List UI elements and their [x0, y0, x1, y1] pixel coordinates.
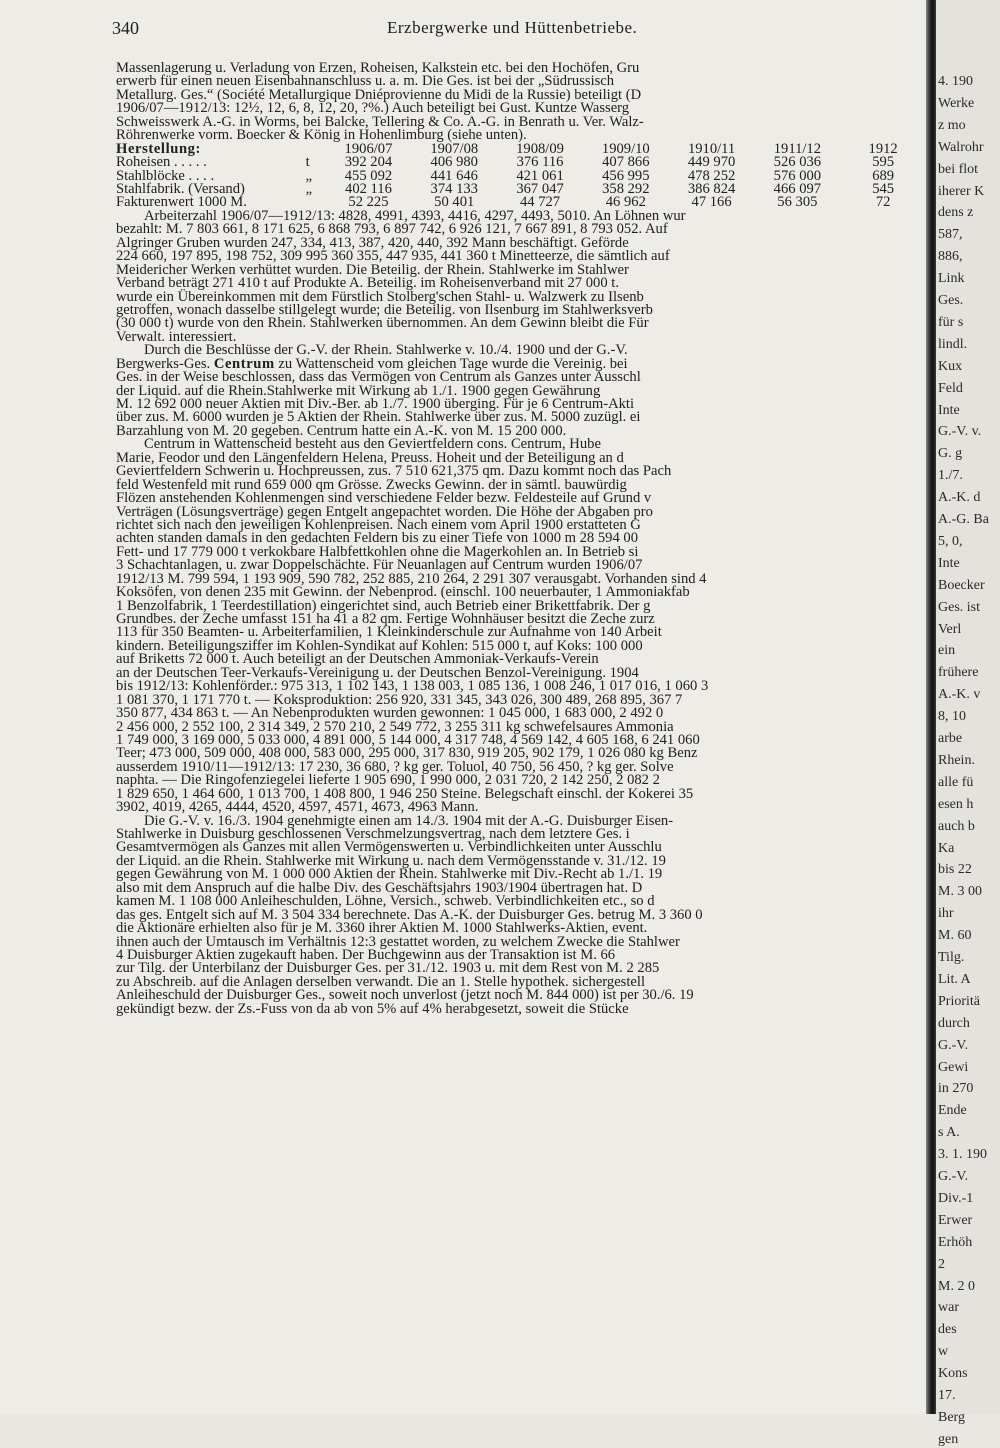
year-header: 1912 [868, 140, 898, 157]
adjacent-text-fragment: frühere [938, 665, 979, 681]
text-line: (30 000 t) wurde von den Rhein. Stahlwerken übernommen. An dem Gewinn bleibt die Für [116, 315, 649, 332]
text-line: Röhrenwerke vorm. Boecker & König in Hohenlimburg (siehe unten). [116, 127, 527, 144]
row-label: Roheisen . . . . . [116, 154, 207, 171]
adjacent-text-fragment: Inte [938, 555, 960, 571]
adjacent-text-fragment: A.-K. d [938, 490, 981, 506]
table-cell: 466 097 [773, 180, 822, 197]
text-line: Bergwerks-Ges. Centrum zu Wattenscheid vom gleichen Tage wurde die Vereinig. bei [116, 355, 628, 372]
adjacent-text-fragment: dens z [938, 205, 974, 221]
adjacent-text-fragment: Ges. ist [938, 599, 980, 615]
adjacent-text-fragment: s A. [938, 1125, 960, 1141]
adjacent-text-fragment: Walrohr [938, 139, 984, 155]
text-line: Ges. in der Weise beschlossen, dass das Vermögen von Centrum als Ganzes unter Ausschl [116, 369, 641, 386]
text-line: 1 081 370, 1 171 770 t. — Koksproduktion: 256 920, 331 345, 343 026, 300 489, 268 895, 367 7 [116, 691, 683, 708]
table-cell: 526 036 [773, 154, 822, 171]
text-line: ihnen auch der Umtausch im Verhältnis 12:3 gestattet worden, zu welchem Zwecke die Stahlwer [116, 933, 680, 950]
adjacent-text-fragment: Lit. A [938, 971, 971, 987]
row-unit: „ [305, 180, 313, 197]
text-line: an der Deutschen Teer-Verkaufs-Vereinigung u. der Deutschen Benzol-Vereinigung. 1904 [116, 664, 639, 681]
adjacent-text-fragment: M. 3 00 [938, 884, 982, 900]
table-cell: 44 727 [519, 194, 561, 211]
table-cell: 56 305 [777, 194, 818, 211]
body-paragraphs [116, 207, 926, 1017]
adjacent-text-fragment: G.-V. [938, 1037, 969, 1053]
adjacent-text-fragment: Kux [938, 358, 963, 374]
text-line: Grundbes. der Zeche umfasst 151 ha 41 a 82 qm. Fertige Wohnhäuser besitzt die Zeche zurz [116, 611, 655, 628]
row-label: Fakturenwert 1000 M. [116, 194, 247, 211]
adjacent-text-fragment: Gewi [938, 1059, 969, 1075]
adjacent-page-edge [936, 0, 1000, 1447]
adjacent-text-fragment: 587, [938, 227, 963, 243]
table-cell: 358 292 [602, 180, 650, 197]
year-header: 1910/11 [687, 140, 736, 157]
text-line: Centrum in Wattenscheid besteht aus den Geviertfeldern cons. Centrum, Hube [144, 436, 601, 453]
adjacent-text-fragment: A.-K. v [938, 687, 981, 703]
text-line: wurde ein Übereinkommen mit dem Fürstlich Stolberg'schen Stahl- u. Walzwerk zu Ilsenb [116, 288, 644, 305]
table-cell: 386 824 [687, 180, 736, 197]
text-line: über zus. M. 6000 wurden je 5 Aktien der Rhein. Stahlwerke über zus. M. 5000 zuzügl. ei [116, 409, 641, 426]
text-line: die Aktionäre erhielten also für je M. 3360 ihrer Aktien M. 1000 Stahlwerks-Aktien, event. [116, 920, 648, 937]
adjacent-text-fragment: 2 [938, 1256, 945, 1272]
table-heading: Herstellung: [116, 140, 202, 157]
adjacent-text-fragment: ein [938, 643, 956, 659]
text-line: Barzahlung von M. 20 gegeben. Centrum hatte ein A.-K. von M. 15 200 000. [116, 422, 567, 439]
text-line: naphta. — Die Ringofenziegelei lieferte 1 905 690, 1 990 000, 2 031 720, 2 142 250, 2 082 2 [116, 772, 660, 789]
running-title: Erzbergwerke und Hüttenbetriebe. [387, 18, 638, 37]
adjacent-text-fragment: durch [938, 1015, 970, 1031]
adjacent-text-fragment: bis 22 [938, 862, 972, 878]
adjacent-text-fragment: 17. [938, 1388, 956, 1403]
adjacent-text-fragment: 3. 1. 190 [938, 1147, 987, 1163]
adjacent-text-fragment: Link [938, 271, 965, 287]
table-cell: 376 116 [516, 154, 564, 171]
adjacent-text-fragment: Ende [938, 1103, 967, 1119]
adjacent-text-fragment: 886, [938, 249, 963, 265]
table-cell: 47 166 [691, 194, 732, 211]
text-line: Flözen anstehenden Kohlenmengen sind verschiedene Felder bezw. Feldesteile auf Grund v [116, 490, 652, 507]
text-line: Arbeiterzahl 1906/07—1912/13: 4828, 4991, 4393, 4416, 4297, 4493, 5010. An Löhnen wur [144, 207, 686, 224]
text-line: Fett- und 17 779 000 t verkokbare Halbfettkohlen ohne die Magerkohlen an. In Betrieb si [116, 543, 639, 560]
text-line: 1906/07—1912/13: 12½, 12, 6, 8, 12, 20, ?%.) Auch beteiligt bei Gust. Kuntze Wasserg [116, 100, 630, 117]
text-line: Anleiheschuld der Duisburger Ges., soweit noch unverlost (jetzt noch M. 844 000) ist per 30./6. 19 [116, 987, 694, 1004]
year-header: 1907/08 [430, 140, 479, 157]
text-line: zu Abschreib. auf die Anlagen derselben verwandt. Die an 1. Stelle hypothek. sichergestell [116, 973, 646, 990]
text-line: 224 660, 197 895, 198 752, 309 995 360 355, 447 935, 441 360 t Minetteerze, die sämtlich auf [116, 248, 670, 265]
adjacent-text-fragment: auch b [938, 818, 975, 834]
table-cell: 576 000 [773, 167, 822, 184]
table-cell: 374 133 [430, 180, 478, 197]
text-line: zur Tilg. der Unterbilanz der Duisburger Ges. per 31./12. 1903 u. mit dem Rest von M. 2 285 [116, 960, 660, 977]
text-line: also mit dem Anspruch auf die halbe Div. des Geschäftsjahrs 1903/1904 übertragen hat. D [116, 879, 643, 896]
table-cell: 402 116 [345, 180, 392, 197]
table-cell: 456 995 [602, 167, 650, 184]
text-line: 1 749 000, 3 169 000, 5 033 000, 4 891 000, 5 144 000, 4 317 748, 4 569 142, 4 605 168, 6 241 060 [116, 731, 700, 748]
table-cell: 421 061 [516, 167, 564, 184]
text-line: Verband beträgt 271 410 t auf Produkte A. Beteilig. im Roheisenverband mit 27 000 t. [116, 275, 619, 292]
adjacent-text-fragment: alle fü [938, 774, 974, 790]
table-cell: 46 962 [605, 194, 646, 211]
adjacent-text-fragment: bei flot [938, 161, 979, 177]
text-line: 3902, 4019, 4265, 4444, 4520, 4597, 4571, 4673, 4963 Mann. [116, 799, 479, 816]
table-cell: 392 204 [344, 154, 393, 171]
adjacent-text-fragment: Kons [938, 1366, 968, 1382]
adjacent-text-fragment: G.-V. [938, 1169, 969, 1184]
row-unit: „ [305, 167, 313, 184]
text-line: der Liquid. auf die Rhein.Stahlwerke mit Wirkung ab 1./1. 1900 gegen Gewährung [116, 382, 601, 399]
text-line: 1912/13 M. 799 594, 1 193 909, 590 782, 252 885, 210 264, 2 291 307 verausgabt. Vorhanden sind 4 [116, 570, 707, 587]
table-cell: 545 [872, 180, 895, 197]
adjacent-text-fragment: Ka [938, 840, 955, 856]
adjacent-text-fragment: Berg [938, 1409, 965, 1425]
adjacent-text-fragment: ihr [938, 906, 954, 922]
adjacent-text-fragment: M. 60 [938, 928, 972, 944]
text-line: kamen M. 1 108 000 Anleiheschulden, Löhne, Versich., schweb. Verbindlichkeiten etc., so d [116, 893, 655, 910]
text-line: bezahlt: M. 7 803 661, 8 171 625, 6 868 793, 6 897 742, 6 926 121, 7 667 891, 8 793 052. Auf [116, 221, 668, 238]
adjacent-text-fragment: Boecker [938, 577, 985, 593]
text-line: 1 Benzolfabrik, 1 Teerdestillation) eingerichtet sind, auch Betrieb einer Brikettfabrik. Der g [116, 597, 651, 614]
book-gutter [926, 0, 936, 1414]
adjacent-text-fragment: 1./7. [938, 468, 963, 484]
table-cell: 478 252 [687, 167, 736, 184]
text-line: Marie, Feodor und den Längenfeldern Helena, Preuss. Hoheit und der Beteiligung an d [116, 449, 624, 466]
adjacent-text-fragment: Verl [938, 621, 962, 637]
text-line: richtet sich nach den jeweiligen Kohlenpreisen. Nach einem vom April 1900 erstatteten G [116, 516, 641, 533]
text-line: Verträgen (Lösungsverträge) gegen Entgelt angepachtet worden. Die Höhe der Abgaben pro [116, 503, 653, 520]
adjacent-text-fragment: Feld [938, 380, 963, 396]
text-line: Gesamtvermögen als Ganzes mit allen Vermögenswerten u. Verbindlichkeiten unter Ausschlu [116, 839, 662, 856]
text-line: Stahlwerke in Duisburg geschlossenen Verschmelzungsvertrag, nach dem letztere Ges. i [116, 826, 630, 843]
text-line: 350 877, 434 863 t. — An Nebenprodukten wurden gewonnen: 1 045 000, 1 683 000, 2 492 0 [116, 705, 664, 722]
year-header: 1909/10 [601, 140, 650, 157]
company-name-emphasis: Centrum [213, 355, 275, 372]
row-label: Stahlfabrik. (Versand) [116, 180, 245, 197]
adjacent-text-fragment: G.-V. v. [938, 424, 982, 440]
adjacent-text-fragment: arbe [938, 731, 963, 746]
table-cell: 689 [872, 167, 895, 184]
adjacent-text-fragment: Div.-1 [938, 1190, 974, 1206]
adjacent-text-fragment: Tilg. [938, 950, 965, 965]
production-table [116, 140, 926, 211]
text-line: 3 Schachtanlagen, u. zwar Doppelschächte. Für Neuanlagen auf Centrum wurden 1906/07 [116, 557, 643, 574]
adjacent-text-fragment: war [938, 1300, 959, 1316]
text-line: 113 für 350 Beamten- u. Arbeiterfamilien, 1 Kleinkinderschule zur Aufnahme von 140 Arbeit [116, 624, 662, 641]
adjacent-text-fragment: in 270 [938, 1081, 974, 1097]
paragraph [116, 344, 926, 438]
main-text-column [116, 62, 926, 1402]
adjacent-text-fragment: Ges. [938, 293, 964, 308]
adjacent-text-fragment: Inte [938, 402, 960, 418]
text-line: der Liquid. an die Rhein. Stahlwerke mit Wirkung u. nach dem Vermögensstande v. 31./12. 19 [116, 852, 666, 869]
adjacent-text-fragment: Erwer [938, 1212, 973, 1228]
year-header: 1908/09 [516, 140, 564, 157]
text-line: Die G.-V. v. 16./3. 1904 genehmigte einen am 14./3. 1904 mit der A.-G. Duisburger Eisen- [144, 812, 674, 829]
adjacent-text-fragment: 8, 10 [938, 709, 966, 725]
text-line: M. 12 692 000 neuer Aktien mit Div.-Ber. ab 1./7. 1900 überging. Für je 6 Centrum-Akti [116, 396, 635, 413]
text-line: das ges. Entgelt sich auf M. 3 504 334 berechnete. Das A.-K. der Duisburger Ges. betrug M. 3 360 0 [116, 906, 703, 923]
text-line: Geviertfeldern Schwerin u. Hochpreussen, zus. 7 510 621,375 qm. Dazu kommt noch das Pach [116, 463, 672, 480]
row-unit: t [305, 154, 310, 171]
page-header [112, 18, 922, 40]
table-cell: 52 225 [348, 194, 389, 211]
table-cell: 595 [872, 154, 895, 171]
text-line: feld Westenfeld mit rund 659 000 qm Grösse. Zwecks Gewinn. der in sämtl. bauwürdig [116, 476, 627, 493]
text-line: kindern. Beteiligungsziffer im Kohlen-Syndikat auf Kohlen: 515 000 t, auf Koks: 100 000 [116, 637, 643, 654]
paragraph [116, 438, 926, 814]
year-header: 1911/12 [773, 140, 822, 157]
table-cell: 72 [875, 194, 891, 211]
text-line: getroffen, wonach dasselbe stillgelegt wurde; die Beteilig. von Ilsenburg im Stahlwerksverb [116, 301, 653, 318]
table-cell: 50 401 [434, 194, 475, 211]
text-line: erwerb für einen neuen Eisenbahnanschluss u. a. m. Die Ges. ist bei der „Südrussisch [116, 73, 615, 90]
paragraph [116, 812, 926, 1017]
adjacent-text-fragment: M. 2 0 [938, 1278, 975, 1294]
year-header: 1906/07 [344, 140, 393, 157]
table-cell: 407 866 [602, 154, 650, 171]
text-line: Durch die Beschlüsse der G.-V. der Rhein. Stahlwerke v. 10./4. 1900 und der G.-V. [144, 342, 628, 359]
adjacent-text-fragment: 5, 0, [938, 533, 963, 549]
text-line: Algringer Gruben wurden 247, 334, 413, 387, 420, 440, 392 Mann beschäftigt. Geförde [116, 234, 629, 251]
page-number: 340 [112, 18, 139, 38]
row-label: Stahlblöcke . . . . [116, 167, 215, 184]
adjacent-text-fragment: Prioritä [938, 993, 980, 1009]
text-line: Meidericher Werken verhüttet wurden. Die Beteilig. der Rhein. Stahlwerke im Stahlwer [116, 261, 629, 278]
text-line: Koksöfen, von denen 235 mit Gewinn. der Nebenprod. (einschl. 100 neuerbauter, 1 Ammoniakfab [116, 584, 690, 601]
text-line: Teer; 473 000, 509 000, 408 000, 583 000, 295 000, 317 830, 919 205, 902 179, 1 026 080 kg Benz [116, 745, 698, 762]
adjacent-text-fragment: Werke [938, 95, 975, 111]
adjacent-text-fragment: gen [938, 1431, 959, 1447]
table-cell: 449 970 [687, 154, 736, 171]
adjacent-text-fragment: für s [938, 314, 964, 330]
table-cell: 406 980 [430, 154, 478, 171]
text-line: 1 829 650, 1 464 600, 1 013 700, 1 408 800, 1 946 250 Steine. Belegschaft einschl. der Kokerei 35 [116, 785, 694, 802]
text-line: Schweisswerk A.-G. in Worms, bei Balcke, Tellering & Co. A.-G. in Benrath u. Ver. Walz- [116, 113, 644, 130]
table-cell: 367 047 [516, 180, 564, 197]
text-line: Metallurg. Ges.“ (Société Metallurgique Dniéprovienne du Midi de la Russie) beteiligt (D [116, 86, 642, 103]
paragraph [116, 207, 926, 345]
adjacent-text-fragment: Erhöh [938, 1234, 973, 1250]
text-line: bis 1912/13: Kohlenförder.: 975 313, 1 102 143, 1 138 003, 1 085 136, 1 008 246, 1 017 016, 1 060 3 [116, 678, 709, 695]
table-cell: 441 646 [430, 167, 478, 184]
text-line: auf Briketts 72 000 t. Auch beteiligt an der Deutschen Ammoniak-Verkaufs-Verein [116, 651, 599, 668]
intro-paragraph [116, 62, 926, 143]
adjacent-text-fragment: 4. 190 [938, 74, 973, 89]
adjacent-text-fragment: Rhein. [938, 752, 975, 768]
adjacent-text-fragment: esen h [938, 796, 974, 812]
text-line: 2 456 000, 2 552 100, 2 314 349, 2 570 210, 2 549 772, 3 255 311 kg schwefelsaures Ammonia [116, 718, 674, 735]
text-line: achten standen damals in den gedachten Feldern bis zu einer Tiefe von 1000 m 28 594 00 [116, 530, 639, 547]
adjacent-text-fragment: w [938, 1344, 949, 1360]
text-line: 4 Duisburger Aktien zugekauft haben. Der Buchgewinn aus der Transaktion ist M. 66 [116, 946, 616, 963]
text-line: ausserdem 1910/11—1912/13: 17 230, 36 680, ? kg ger. Toluol, 40 750, 56 450, ? kg ger. Solve [116, 758, 674, 775]
adjacent-text-fragment: des [938, 1322, 957, 1338]
text-line: gegen Gewährung von M. 1 000 000 Aktien der Rhein. Stahlwerke mit Div.-Recht ab 1./1. 19 [116, 866, 663, 883]
adjacent-text-fragment: G. g [938, 446, 963, 462]
table-cell: 455 092 [344, 167, 393, 184]
adjacent-text-fragment: iherer K [938, 183, 985, 199]
text-line: Massenlagerung u. Verladung von Erzen, Roheisen, Kalkstein etc. bei den Hochöfen, Gru [116, 60, 640, 76]
text-line: Verwalt. interessiert. [116, 328, 237, 345]
adjacent-text-fragment: lindl. [938, 336, 968, 352]
text-line: gekündigt bezw. der Zs.-Fuss von da ab von 5% auf 4% herabgesetzt, soweit die Stücke [116, 1000, 629, 1017]
adjacent-text-fragment: z mo [938, 117, 966, 133]
adjacent-text-fragment: A.-G. Ba [938, 512, 989, 527]
